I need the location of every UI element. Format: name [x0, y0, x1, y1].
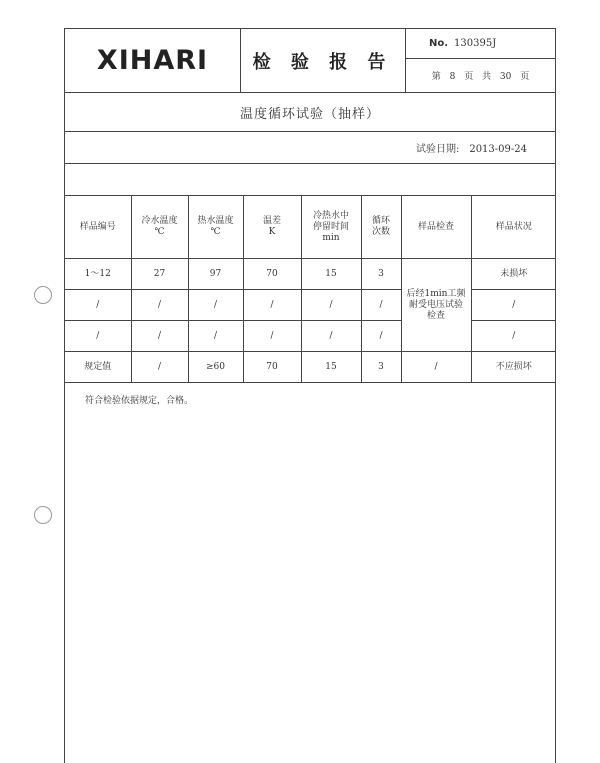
cell: 未损坏: [471, 259, 556, 290]
table-row: [65, 321, 556, 352]
table-row: [65, 259, 556, 290]
header-cell: 冷水温度 ℃: [131, 196, 188, 259]
header-cell: 循环 次数: [361, 196, 401, 259]
cell: 规定值: [65, 352, 131, 383]
header-cell: 样品检查: [401, 196, 471, 259]
inspection-cell: 后经1min工频 耐受电压试验 检查: [401, 259, 471, 352]
cell: /: [188, 321, 243, 352]
cell: /: [131, 352, 188, 383]
cell: /: [401, 352, 471, 383]
blank-row: [65, 164, 555, 196]
results-table: [65, 196, 556, 383]
cell: 70: [243, 352, 301, 383]
cell: 97: [188, 259, 243, 290]
page-info: 第 8 页 共 30 页: [431, 72, 530, 82]
cell: /: [131, 321, 188, 352]
table-header-row: [65, 196, 556, 259]
cell: /: [471, 290, 556, 321]
cell: 3: [361, 259, 401, 290]
binder-hole-top: [34, 286, 52, 304]
test-name: 温度循环试验（抽样）: [65, 93, 555, 132]
header-cell: 冷热水中 停留时间 min: [301, 196, 361, 259]
table-row: [65, 290, 556, 321]
conclusion-text: 符合检验依据规定，合格。: [85, 396, 194, 406]
cell: 1～12: [65, 259, 131, 290]
header-cell: 热水温度 ℃: [188, 196, 243, 259]
report-header: [65, 29, 555, 93]
cell: 不应损坏: [471, 352, 556, 383]
header-cell: 温差 K: [243, 196, 301, 259]
cell: 15: [301, 352, 361, 383]
header-cell: 样品编号: [65, 196, 131, 259]
cell: /: [301, 290, 361, 321]
binder-hole-bottom: [34, 506, 52, 524]
cell: /: [188, 290, 243, 321]
report-number-value: 130395J: [454, 38, 497, 49]
report-number-label: No.: [429, 38, 449, 49]
cell: /: [243, 290, 301, 321]
cell: /: [131, 290, 188, 321]
company-logo: XIHARI: [96, 45, 209, 76]
cell: /: [65, 321, 131, 352]
cell: 70: [243, 259, 301, 290]
cell: 27: [131, 259, 188, 290]
cell: ≥60: [188, 352, 243, 383]
cell: /: [65, 290, 131, 321]
report-sheet: [64, 28, 556, 763]
cell: 15: [301, 259, 361, 290]
cell: /: [301, 321, 361, 352]
cell: /: [243, 321, 301, 352]
report-title: 检 验 报 告: [252, 51, 393, 73]
cell: /: [361, 290, 401, 321]
test-date: 试验日期: 2013-09-24: [65, 132, 555, 164]
cell: /: [471, 321, 556, 352]
cell: /: [361, 321, 401, 352]
spec-row: [65, 352, 556, 383]
report-number: [405, 29, 556, 59]
header-cell: 样品状况: [471, 196, 556, 259]
cell: 3: [361, 352, 401, 383]
